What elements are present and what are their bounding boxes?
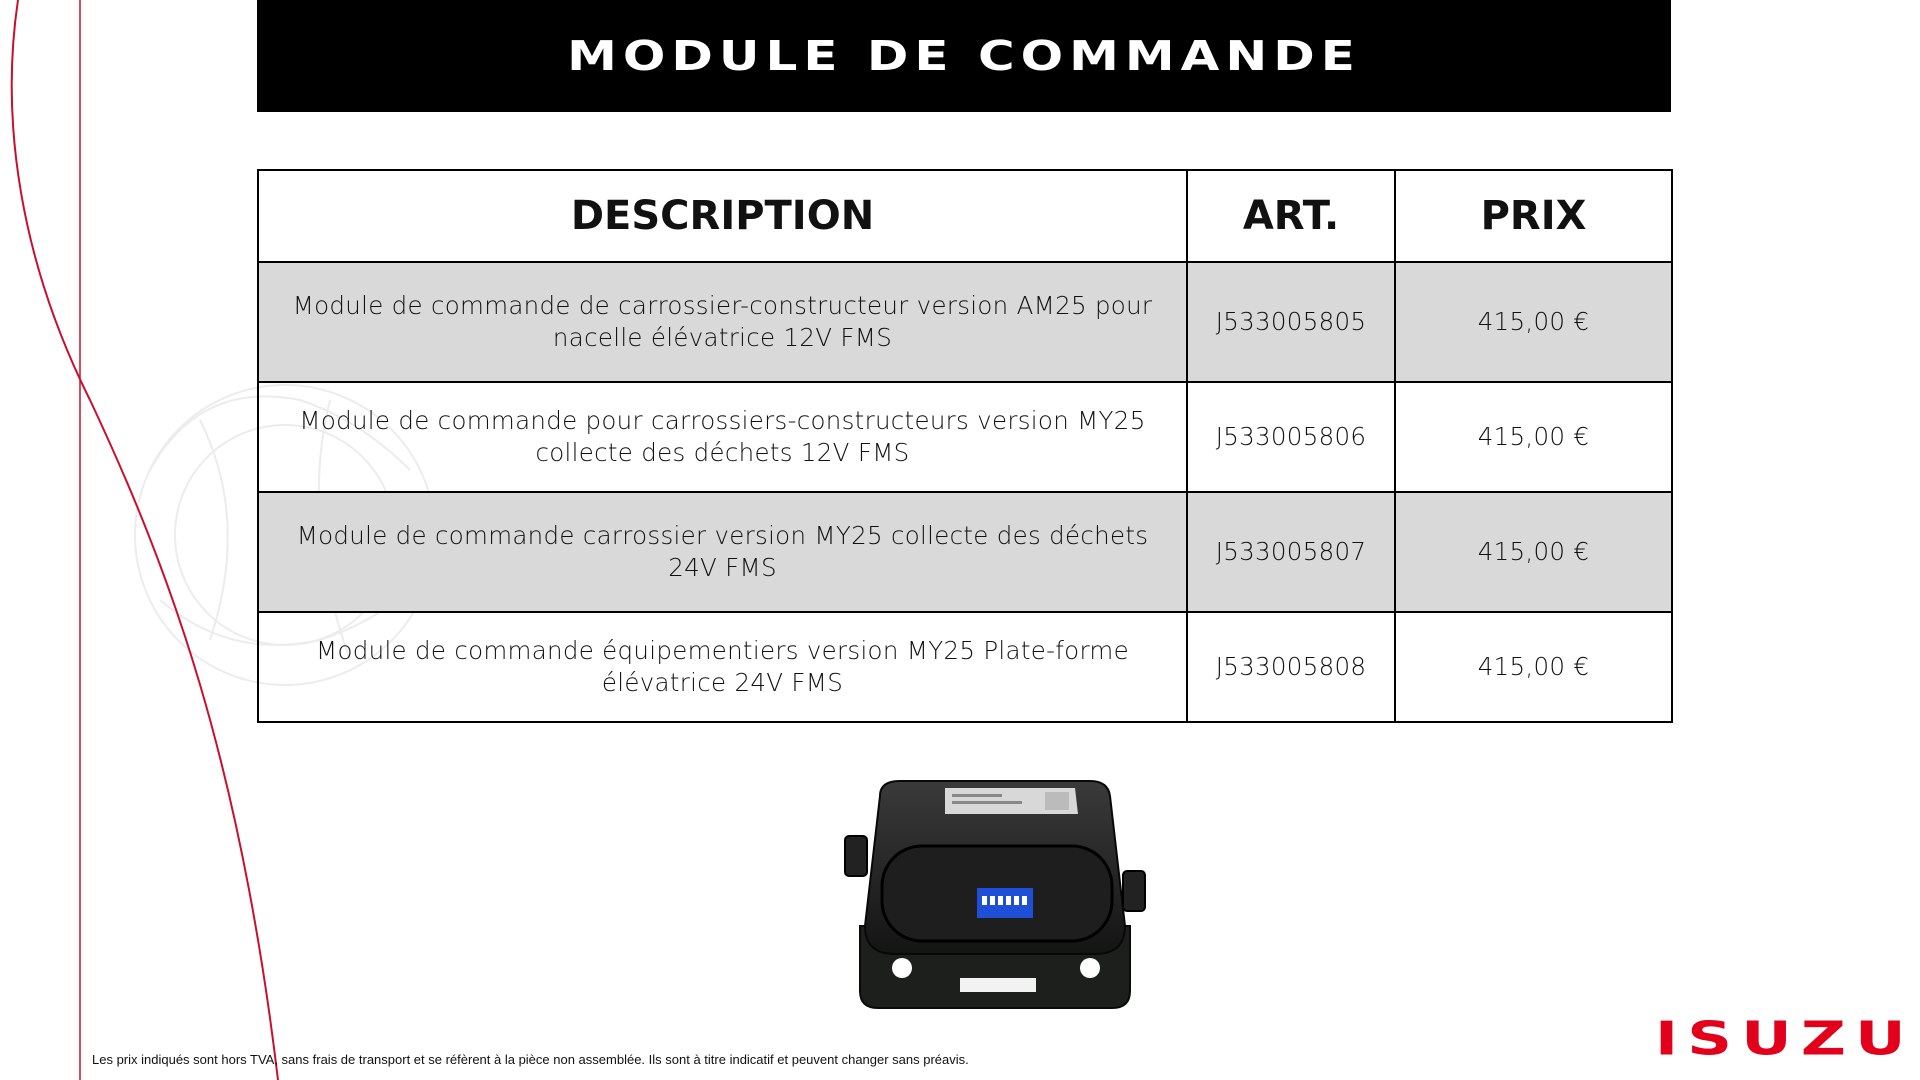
row-art: J533005806 [1187, 382, 1395, 492]
title-bar [257, 0, 1671, 112]
page-title: MODULE DE COMMANDE [567, 32, 1361, 80]
row-description: Module de commande pour carrossiers-constructeurs version MY25 collecte des déchets 12V FMS [258, 382, 1187, 492]
header-description: DESCRIPTION [258, 170, 1187, 262]
table-row [258, 492, 1672, 612]
row-prix: 415,00 € [1395, 382, 1672, 492]
row-art: J533005808 [1187, 612, 1395, 722]
footer-disclaimer: Les prix indiqués sont hors TVA, sans frais de transport et se réfèrent à la pièce non assemblée. Ils sont à titre indicatif et peuvent changer sans préavis. [92, 1052, 969, 1067]
row-description: Module de commande carrossier version MY25 collecte des déchets 24V FMS [258, 492, 1187, 612]
header-art: ART. [1187, 170, 1395, 262]
row-description: Module de commande de carrossier-constructeur version AM25 pour nacelle élévatrice 12V FMS [258, 262, 1187, 382]
row-prix: 415,00 € [1395, 262, 1672, 382]
row-art: J533005805 [1187, 262, 1395, 382]
price-table [257, 169, 1673, 723]
table-row [258, 262, 1672, 382]
table-header-row [258, 170, 1672, 262]
row-art: J533005807 [1187, 492, 1395, 612]
row-prix: 415,00 € [1395, 492, 1672, 612]
row-prix: 415,00 € [1395, 612, 1672, 722]
table-row [258, 612, 1672, 722]
isuzu-logo: ISUZU [1655, 1012, 1915, 1066]
header-prix: PRIX [1395, 170, 1672, 262]
control-module-photo [840, 776, 1150, 1016]
table-row [258, 382, 1672, 492]
row-description: Module de commande équipementiers version MY25 Plate-forme élévatrice 24V FMS [258, 612, 1187, 722]
